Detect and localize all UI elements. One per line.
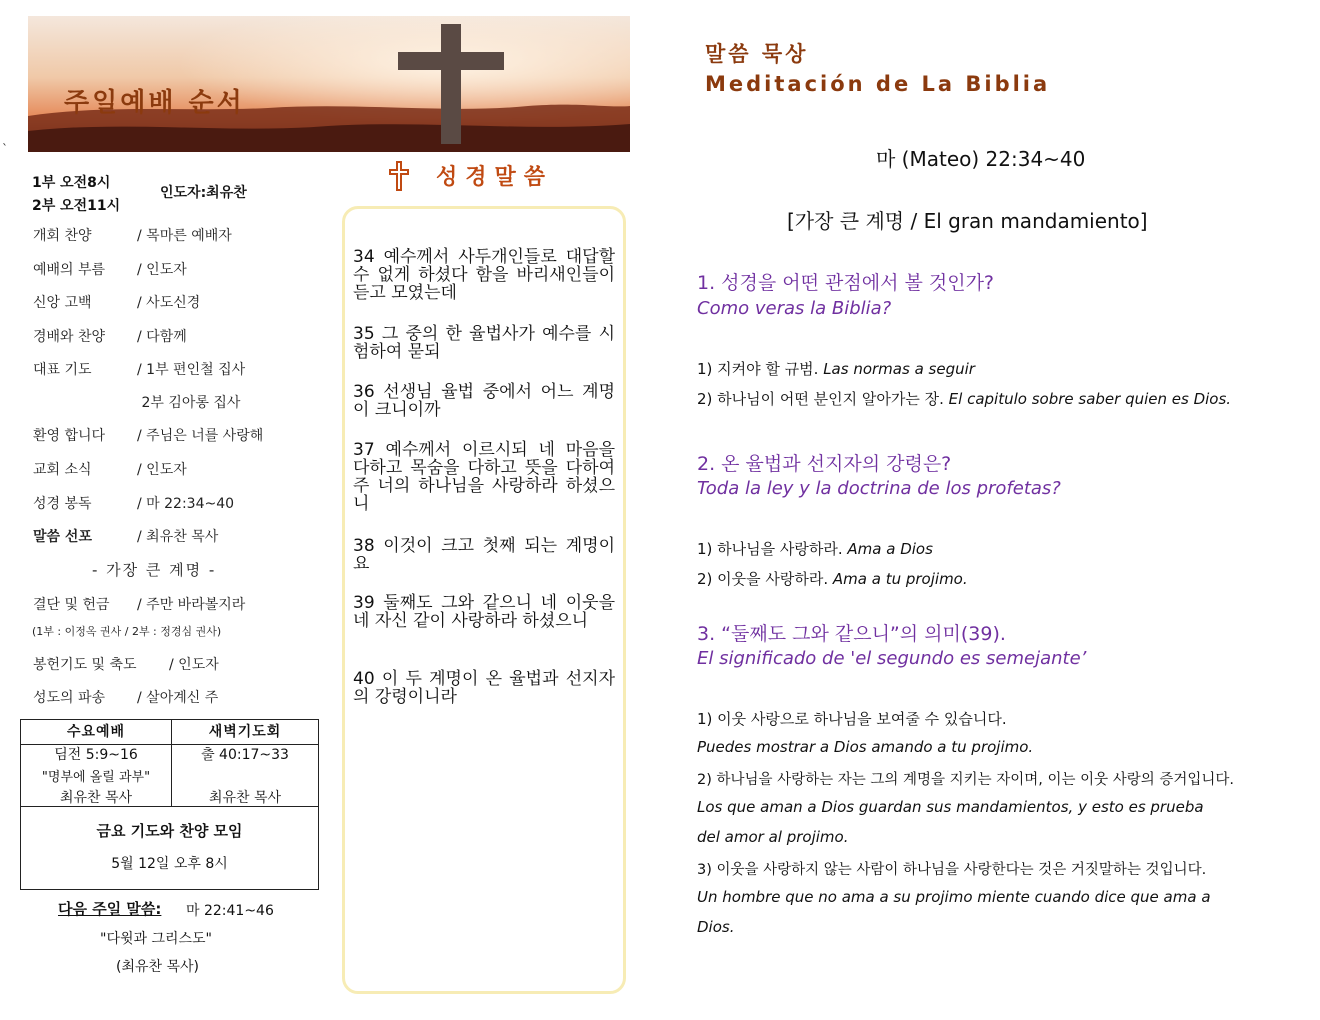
- meditation-title-es: Meditación de La Biblia: [705, 72, 1051, 96]
- verse: 34 예수께서 사두개인들로 대답할 수 없게 하셨다 함을 바리새인들이 듣고 모였는데: [353, 247, 615, 303]
- banner-title: 주일예배 순서: [64, 88, 245, 118]
- offering-note: (1부 : 이정옥 권사 / 2부 : 정경심 권사): [32, 625, 222, 638]
- stray-mark: `: [2, 142, 8, 156]
- point: 2) 하나님을 사랑하는 자는 그의 계명을 지키는 자이며, 이는 이웃 사랑의 증거입니다.: [697, 772, 1235, 788]
- point: 2) 이웃을 사랑하라. Ama a tu projimo.: [697, 570, 968, 588]
- service-first-time: 1부 오전8시: [32, 175, 111, 191]
- wednesday-ref: 딤전 5:9~16: [54, 747, 138, 763]
- order-item: 대표 기도 / 1부 편인철 집사: [33, 362, 246, 378]
- order-item: 신앙 고백 / 사도신경: [33, 295, 201, 311]
- order-item: 봉헌기도 및 축도 / 인도자: [33, 657, 219, 673]
- order-item: 2부 김아롱 집사: [137, 395, 241, 411]
- question-3-es: El significado de 'el segundo es semejante’: [697, 648, 1087, 669]
- verse: 37 예수께서 이르시되 네 마음을 다하고 목숨을 다하고 뜻을 다하여 주 너의 하나님을 사랑하라 하셨으니: [353, 440, 615, 514]
- next-sunday-title: "다윗과 그리스도": [100, 931, 212, 947]
- meditation-title-ko: 말씀 묵상: [705, 42, 809, 66]
- cross-icon: [388, 160, 410, 192]
- question-1-ko: 1. 성경을 어떤 관점에서 볼 것인가?: [697, 272, 995, 294]
- order-item: 교회 소식 / 인도자: [33, 462, 187, 478]
- scripture-reference: 마 (Mateo) 22:34~40: [876, 147, 1086, 171]
- question-1-es: Como veras la Biblia?: [697, 298, 892, 319]
- question-3-ko: 3. “둘째도 그와 같으니”의 의미(39).: [697, 623, 1006, 645]
- order-item: 환영 합니다 / 주님은 너를 사랑해: [33, 428, 264, 444]
- point: 2) 하나님이 어떤 분인지 알아가는 장. El capitulo sobre saber quien es Dios.: [697, 390, 1232, 408]
- verse: 36 선생님 율법 중에서 어느 계명이 크니이까: [353, 382, 615, 420]
- point-es: Puedes mostrar a Dios amando a tu projimo.: [697, 738, 1034, 756]
- sermon-subtitle: - 가장 큰 계명 -: [92, 561, 217, 579]
- order-item: 성도의 파송 / 살아계신 주: [33, 690, 219, 706]
- point: 1) 하나님을 사랑하라. Ama a Dios: [697, 540, 933, 558]
- verse: 39 둘째도 그와 같으니 네 이웃을 네 자신 같이 사랑하라 하셨으니: [353, 593, 615, 631]
- service-second-time: 2부 오전11시: [32, 198, 121, 214]
- order-item: 성경 봉독 / 마 22:34~40: [33, 496, 235, 512]
- wednesday-pastor: 최유찬 목사: [59, 790, 133, 806]
- next-sunday-label: 다음 주일 말씀:: [58, 900, 162, 918]
- scripture-heading: 성경말씀: [436, 165, 554, 190]
- point: 1) 지켜야 할 규범. Las normas a seguir: [697, 360, 975, 378]
- point-es: Los que aman a Dios guardan sus mandamientos, y esto es prueba: [697, 798, 1204, 816]
- verse: 40 이 두 계명이 온 율법과 선지자의 강령이니라: [353, 669, 615, 707]
- point-es: Dios.: [697, 918, 735, 936]
- dawn-header: 새벽기도회: [172, 720, 318, 745]
- order-item-sermon: 말씀 선포 / 최유찬 목사: [33, 529, 219, 545]
- point: 1) 이웃 사랑으로 하나님을 보여줄 수 있습니다.: [697, 710, 1007, 728]
- friday-title: 금요 기도와 찬양 모임: [96, 822, 243, 840]
- point-es: Un hombre que no ama a su projimo miente cuando dice que ama a: [697, 888, 1211, 906]
- order-item: 경배와 찬양 / 다함께: [33, 329, 187, 345]
- dawn-ref: 출 40:17~33: [201, 747, 289, 763]
- friday-time: 5월 12일 오후 8시: [111, 856, 228, 872]
- wednesday-header: 수요예배: [21, 720, 171, 745]
- verse: 35 그 중의 한 율법사가 예수를 시험하여 묻되: [353, 324, 615, 362]
- point: 3) 이웃을 사랑하지 않는 사람이 하나님을 사랑한다는 것은 거짓말하는 것입니다.: [697, 862, 1207, 878]
- wednesday-title: "명부에 올릴 과부": [41, 770, 151, 785]
- question-2-es: Toda la ley y la doctrina de los profetas?: [697, 478, 1061, 499]
- order-item: 예배의 부름 / 인도자: [33, 262, 187, 278]
- verse: 38 이것이 크고 첫째 되는 계명이요: [353, 536, 615, 574]
- dawn-pastor: 최유찬 목사: [208, 790, 282, 806]
- next-sunday-ref: 마 22:41~46: [186, 903, 274, 919]
- question-2-ko: 2. 온 율법과 선지자의 강령은?: [697, 453, 952, 475]
- order-item: 결단 및 헌금 / 주만 바라볼지라: [33, 597, 246, 613]
- next-sunday-pastor: (최유찬 목사): [116, 959, 199, 975]
- point-es: del amor al projimo.: [697, 828, 849, 846]
- weekly-schedule-table: [20, 719, 319, 890]
- order-item: 개회 찬양 / 목마른 예배자: [33, 228, 232, 244]
- sermon-title: [가장 큰 계명 / El gran mandamiento]: [787, 209, 1148, 233]
- service-leader: 인도자:최유찬: [160, 185, 247, 201]
